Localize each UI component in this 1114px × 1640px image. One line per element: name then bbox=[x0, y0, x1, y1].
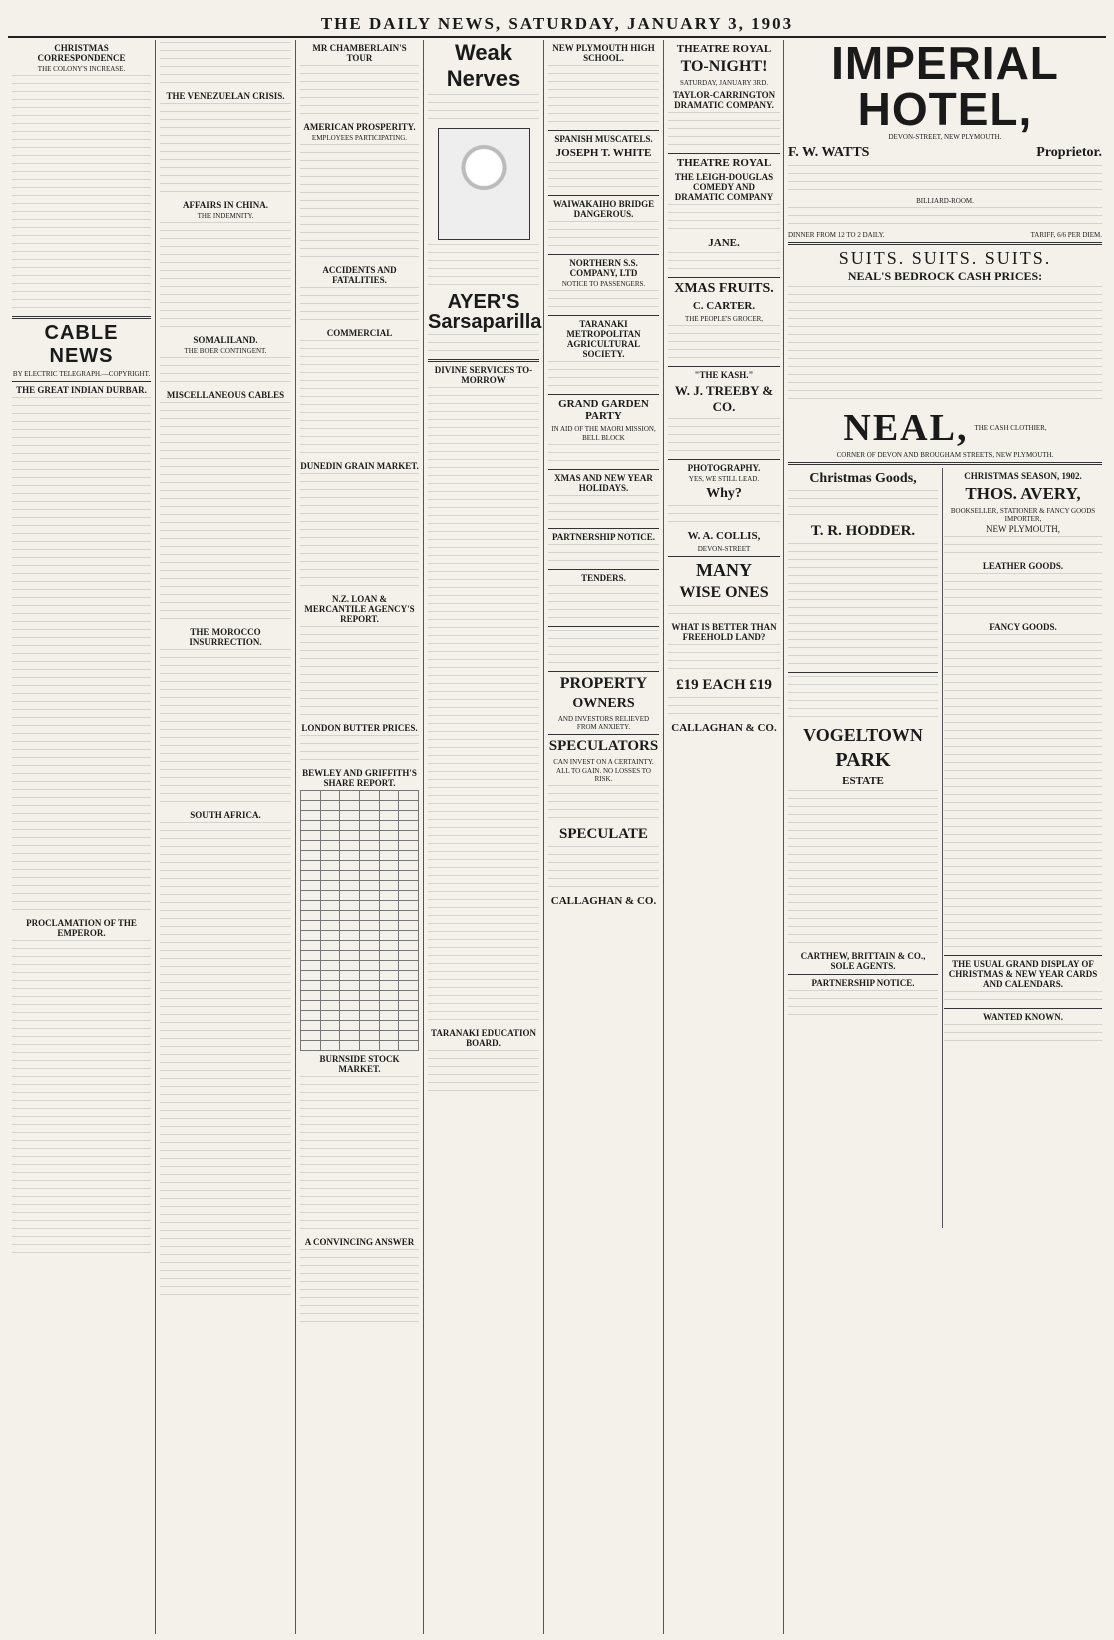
subheading: BY ELECTRIC TELEGRAPH.—COPYRIGHT. bbox=[12, 370, 151, 378]
heading: NEW PLYMOUTH HIGH SCHOOL. bbox=[552, 43, 655, 63]
ad-title: WISE ONES bbox=[679, 584, 769, 601]
heading: N.Z. LOAN & MERCANTILE AGENCY'S REPORT. bbox=[304, 594, 415, 624]
heading: PARTNERSHIP NOTICE. bbox=[811, 978, 915, 988]
subheading: DEVON-STREET bbox=[697, 545, 751, 553]
heading: MISCELLANEOUS CABLES bbox=[166, 390, 285, 400]
heading: SOMALILAND. bbox=[193, 335, 258, 345]
ad-title: XMAS FRUITS. bbox=[674, 281, 774, 296]
newspaper-page bbox=[8, 40, 1106, 1634]
share-report-table bbox=[300, 790, 419, 1051]
heading: TENDERS. bbox=[581, 573, 626, 583]
subheading: DEVON-STREET, NEW PLYMOUTH. bbox=[888, 133, 1002, 141]
ad-title: C. CARTER. bbox=[692, 300, 756, 312]
ad-title: THEATRE ROYAL bbox=[676, 43, 772, 55]
ad-title: Why? bbox=[706, 486, 742, 501]
heading: ACCIDENTS AND FATALITIES. bbox=[322, 265, 397, 285]
dinner-hours: DINNER FROM 12 TO 2 DAILY. bbox=[788, 231, 885, 239]
ayers-ad-title: AYER'S bbox=[447, 291, 520, 313]
heading: "THE KASH." bbox=[694, 370, 754, 380]
heading: SPANISH MUSCATELS. bbox=[554, 134, 653, 144]
heading: WANTED KNOWN. bbox=[982, 1012, 1063, 1022]
heading: LONDON BUTTER PRICES. bbox=[301, 723, 418, 733]
subheading: ALL TO GAIN. NO LOSSES TO RISK. bbox=[556, 767, 651, 783]
heading: CARTHEW, BRITTAIN & CO., SOLE AGENTS. bbox=[800, 951, 926, 971]
column-2 bbox=[156, 40, 296, 1634]
heading: BEWLEY AND GRIFFITH'S SHARE REPORT. bbox=[302, 768, 417, 788]
ad-title: JANE. bbox=[708, 237, 740, 249]
neals-prices-heading: NEAL'S BEDROCK CASH PRICES: bbox=[847, 269, 1043, 283]
ad-title: CALLAGHAN & CO. bbox=[550, 895, 657, 907]
column-4 bbox=[424, 40, 544, 1634]
ad-title: SPECULATORS bbox=[548, 738, 659, 754]
heading: CHRISTMAS CORRESPONDENCE bbox=[37, 43, 126, 63]
imperial-hotel-title: IMPERIAL HOTEL, bbox=[831, 40, 1059, 135]
heading: TARANAKI METROPOLITAN AGRICULTURAL SOCIETY. bbox=[566, 319, 641, 359]
neal-logo: NEAL, bbox=[843, 407, 969, 449]
heading: MR CHAMBERLAIN'S TOUR bbox=[312, 43, 407, 63]
proprietor-label: Proprietor. bbox=[1036, 145, 1102, 160]
ad-title: OWNERS bbox=[572, 696, 635, 711]
tariff: TARIFF, 6/6 PER DIEM. bbox=[1030, 231, 1102, 239]
subheading: THE COLONY'S INCREASE. bbox=[37, 65, 126, 73]
subheading: THE BOER CONTINGENT. bbox=[184, 347, 267, 355]
subheading: NOTICE TO PASSENGERS. bbox=[561, 280, 646, 288]
heading: WHAT IS BETTER THAN FREEHOLD LAND? bbox=[671, 622, 777, 642]
ad-title: £19 EACH £19 bbox=[676, 677, 772, 693]
subheading: AND INVESTORS RELIEVED FROM ANXIETY. bbox=[557, 715, 650, 731]
ad-title: ESTATE bbox=[842, 775, 884, 787]
ad-title: Christmas Goods, bbox=[809, 471, 917, 486]
ad-title: GRAND GARDEN PARTY bbox=[558, 398, 649, 422]
heading: TAYLOR-CARRINGTON DRAMATIC COMPANY. bbox=[672, 90, 776, 110]
subheading: BOOKSELLER, STATIONER & FANCY GOODS IMPORTER, bbox=[950, 507, 1096, 523]
heading: THE USUAL GRAND DISPLAY OF CHRISTMAS & NEW YEAR CARDS AND CALENDARS. bbox=[948, 959, 1098, 989]
sarsaparilla-ad-title: Sarsaparilla bbox=[428, 311, 542, 333]
masthead bbox=[8, 14, 1106, 38]
ad-title: PARK bbox=[835, 749, 891, 771]
ad-title: VOGELTOWN bbox=[803, 725, 923, 745]
heading: DUNEDIN GRAIN MARKET. bbox=[300, 461, 419, 471]
weak-nerves-ad-title: Weak Nerves bbox=[446, 40, 521, 91]
ad-title: THEATRE ROYAL bbox=[676, 157, 772, 169]
heading: WAIWAKAIHO BRIDGE DANGEROUS. bbox=[552, 199, 655, 219]
heading: SOUTH AFRICA. bbox=[190, 810, 261, 820]
ad-title: W. J. TREEBY & CO. bbox=[674, 383, 774, 414]
column-3 bbox=[296, 40, 424, 1634]
subheading: BELL BLOCK bbox=[582, 434, 625, 442]
ad-title: THOS. AVERY, bbox=[965, 484, 1081, 503]
heading: BURNSIDE STOCK MARKET. bbox=[319, 1054, 400, 1074]
subheading: CORNER OF DEVON AND BROUGHAM STREETS, NEW PLYMOUTH. bbox=[836, 451, 1054, 459]
heading: PARTNERSHIP NOTICE. bbox=[551, 532, 656, 542]
suits-heading: SUITS. SUITS. SUITS. bbox=[838, 248, 1052, 268]
heading: THE LEIGH-DOUGLAS COMEDY AND DRAMATIC COMPANY bbox=[674, 172, 774, 202]
subheading: SATURDAY, JANUARY 3RD. bbox=[679, 79, 769, 87]
ad-title: JOSEPH T. WHITE bbox=[555, 147, 652, 159]
portrait-illustration bbox=[438, 128, 530, 240]
column-5 bbox=[544, 40, 784, 1634]
heading: COMMERCIAL bbox=[326, 328, 393, 338]
ad-title: CALLAGHAN & CO. bbox=[671, 722, 777, 734]
neal-subtitle: THE CASH CLOTHIER, bbox=[974, 424, 1047, 432]
heading: NORTHERN S.S. COMPANY, LTD bbox=[569, 258, 638, 278]
subheading: EMPLOYEES PARTICIPATING. bbox=[311, 134, 408, 142]
heading: CHRISTMAS SEASON, 1902. bbox=[964, 471, 1082, 481]
subheading: IN AID OF THE MAORI MISSION, bbox=[551, 425, 656, 433]
heading: FANCY GOODS. bbox=[989, 622, 1057, 632]
subheading: YES, WE STILL LEAD. bbox=[688, 475, 760, 483]
column-1 bbox=[8, 40, 156, 1634]
heading: AMERICAN PROSPERITY. bbox=[303, 122, 416, 132]
heading: PROCLAMATION OF THE EMPEROR. bbox=[26, 918, 137, 938]
masthead-title: THE DAILY NEWS, SATURDAY, JANUARY 3, 1903 bbox=[320, 14, 794, 33]
subheading: NEW PLYMOUTH, bbox=[986, 524, 1060, 534]
heading: DIVINE SERVICES TO-MORROW bbox=[434, 365, 533, 385]
heading: XMAS AND NEW YEAR HOLIDAYS. bbox=[554, 473, 653, 493]
subheading: BILLIARD-ROOM. bbox=[916, 197, 974, 205]
ad-title: MANY bbox=[696, 560, 752, 580]
heading: PHOTOGRAPHY. bbox=[687, 463, 761, 473]
subheading: THE PEOPLE'S GROCER, bbox=[684, 315, 764, 323]
ad-title: SPECULATE bbox=[559, 826, 648, 842]
ad-title: T. R. HODDER. bbox=[810, 523, 916, 539]
column-7 bbox=[784, 40, 1106, 1634]
heading: AFFAIRS IN CHINA. bbox=[182, 200, 269, 210]
ad-title: PROPERTY bbox=[559, 675, 648, 692]
ad-title: W. A. COLLIS, bbox=[687, 530, 761, 542]
heading: THE VENEZUELAN CRISIS. bbox=[166, 91, 285, 101]
cable-news-heading: CABLE NEWS bbox=[44, 322, 119, 367]
heading: THE MOROCCO INSURRECTION. bbox=[189, 627, 262, 647]
heading: THE GREAT INDIAN DURBAR. bbox=[16, 385, 147, 395]
heading: A CONVINCING ANSWER bbox=[304, 1237, 415, 1247]
heading: TARANAKI EDUCATION BOARD. bbox=[431, 1028, 536, 1048]
subheading: THE INDEMNITY. bbox=[197, 212, 254, 220]
subheading: CAN INVEST ON A CERTAINTY. bbox=[553, 758, 654, 766]
proprietor-name: F. W. WATTS bbox=[788, 145, 870, 160]
heading: LEATHER GOODS. bbox=[982, 561, 1064, 571]
ad-title: TO-NIGHT! bbox=[680, 58, 768, 75]
